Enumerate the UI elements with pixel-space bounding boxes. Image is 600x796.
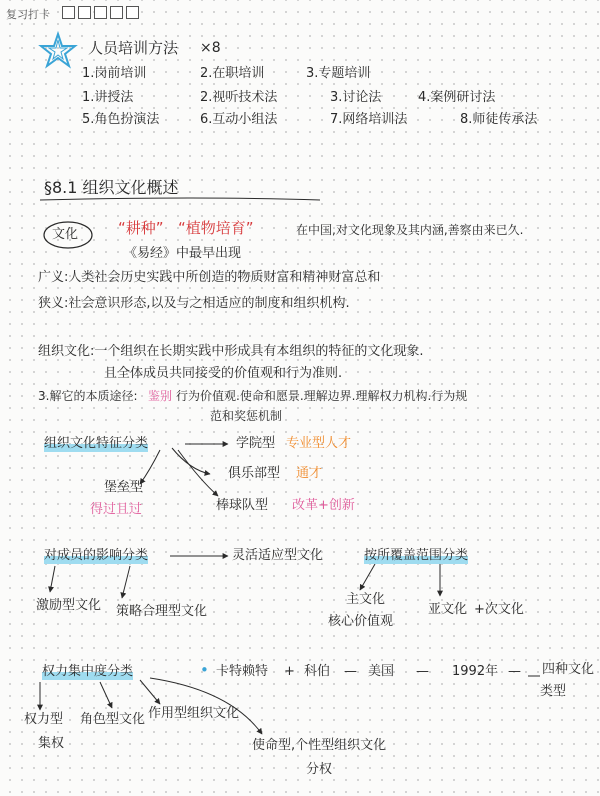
centralized: 集权 <box>38 736 65 751</box>
broad-definition: 广义:人类社会历史实践中所创造的物质财富和精神财富总和 <box>38 270 381 285</box>
timeline-dash: — <box>508 664 521 679</box>
origin-cultivation: “植物培育” <box>178 219 254 237</box>
baseball-note: 改革+创新 <box>292 498 355 513</box>
secondary-culture: +次文化 <box>474 602 524 617</box>
decentralized: 分权 <box>306 762 333 777</box>
training-title: 人员培训方法 <box>88 39 179 57</box>
training-item: 6.互动小组法 <box>200 112 278 127</box>
main-culture: 主文化 <box>346 592 386 607</box>
essence-identify: 鉴别 <box>148 389 173 403</box>
training-item: 3.讨论法 <box>330 90 382 105</box>
narrow-definition: 狭义:社会意识形态,以及与之相适应的制度和组织机构. <box>38 296 350 311</box>
training-count: ×8 <box>200 40 221 56</box>
traits-title: 组织文化特征分类 <box>44 436 149 451</box>
mission-type: 使命型,个性型组织文化 <box>252 738 387 753</box>
club-note: 通才 <box>296 466 323 481</box>
club-type: 俱乐部型 <box>228 466 281 481</box>
coverage-title: 按所覆盖范围分类 <box>364 548 469 563</box>
training-item: 8.师徒传承法 <box>460 112 538 127</box>
training-item: 7.网络培训法 <box>330 112 408 127</box>
org-culture-definition-cont: 且全体成员共同接受的价值观和行为准则. <box>104 366 343 381</box>
training-item: 5.角色扮演法 <box>82 112 160 127</box>
core-values: 核心价值观 <box>328 614 394 629</box>
star-icon <box>41 34 75 66</box>
timeline-kober: 科伯 <box>304 664 331 679</box>
function-type: 作用型组织文化 <box>148 706 240 721</box>
fortress-note: 得过且过 <box>90 502 143 517</box>
training-item: 4.案例研讨法 <box>418 90 496 105</box>
essence-detail-cont: 范和奖惩机制 <box>210 409 283 423</box>
china-note: 在中国,对文化现象及其内涵,善察由来已久. <box>296 223 524 237</box>
motivating-culture: 激励型文化 <box>36 598 102 613</box>
training-item: 2.在职培训 <box>200 66 265 81</box>
timeline-types: 类型 <box>540 684 567 699</box>
training-item: 1.岗前培训 <box>82 66 147 81</box>
training-item: 2.视听技术法 <box>200 90 278 105</box>
essence-label: 3.解它的本质途径: <box>38 389 138 403</box>
strategic-culture: 策略合理型文化 <box>116 604 208 619</box>
training-item: 1.讲授法 <box>82 90 134 105</box>
academy-note: 专业型人才 <box>286 436 352 451</box>
org-culture-definition: 组织文化:一个组织在长期实践中形成具有本组织的特征的文化现象. <box>38 344 424 359</box>
role-type: 角色型文化 <box>80 712 146 727</box>
sub-culture: 亚文化 <box>428 602 468 617</box>
academy-type: 学院型 <box>236 436 276 451</box>
review-checkin-label: 复习打卡 <box>6 8 50 21</box>
members-title: 对成员的影响分类 <box>44 548 149 563</box>
timeline-dash: — <box>416 664 429 679</box>
origin-farming: “耕种” <box>118 219 164 237</box>
timeline-dash: — <box>344 664 357 679</box>
power-title: 权力集中度分类 <box>42 664 134 679</box>
timeline-four-types: 四种文化 <box>542 662 595 677</box>
power-type: 权力型 <box>24 712 64 727</box>
essence-detail: 行为价值观.使命和愿景.理解边界.理解权力机构.行为规 <box>176 389 468 403</box>
adaptive-culture: 灵活适应型文化 <box>232 548 324 563</box>
timeline-bullet: • <box>200 661 209 679</box>
yijing-note: 《易经》中最早出现 <box>124 246 242 261</box>
section-title: §8.1 组织文化概述 <box>44 178 179 197</box>
culture-tag: 文化 <box>52 227 79 242</box>
timeline-cartwright: 卡特赖特 <box>216 664 269 679</box>
timeline-year: 1992年 <box>452 664 499 679</box>
timeline-plus: + <box>284 664 295 679</box>
fortress-type: 堡垒型 <box>104 480 144 495</box>
baseball-type: 棒球队型 <box>216 498 269 513</box>
timeline-usa: 美国 <box>368 664 395 679</box>
training-item: 3.专题培训 <box>306 66 371 81</box>
